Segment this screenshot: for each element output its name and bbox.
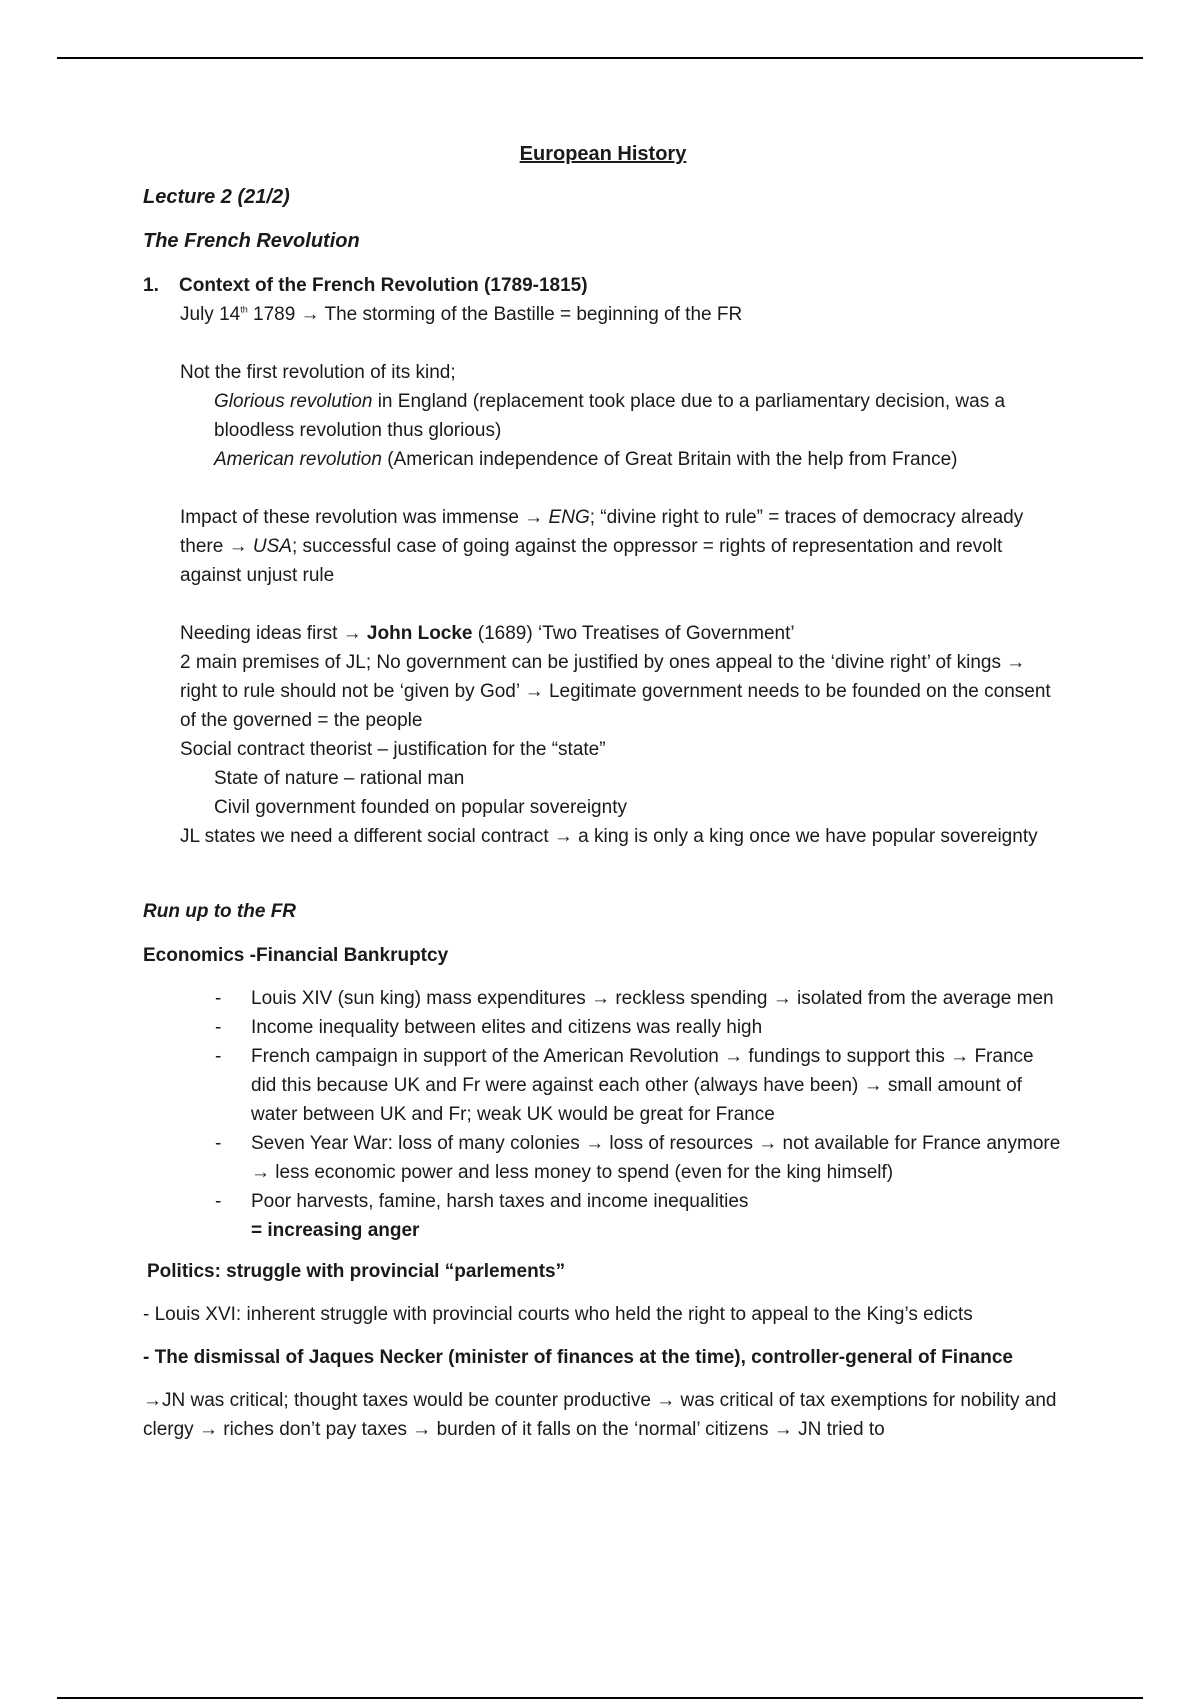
civil-government-line: Civil government founded on popular sovereignty <box>214 797 627 818</box>
bottom-rule <box>57 1697 1143 1699</box>
american-text: (American independence of Great Britain with the help from France) <box>381 449 958 470</box>
increasing-anger: = increasing anger <box>251 1220 420 1241</box>
glorious-revolution-line <box>143 387 1063 445</box>
section-heading <box>143 271 1063 300</box>
list-item: - Louis XIV (sun king) mass expenditures → reckless spending → isolated from the average men <box>215 984 1063 1013</box>
impact-text-b: ; “divine right to rule” = traces of democracy already there → <box>180 507 1024 557</box>
glorious-text: in England (replacement took place due to a parliamentary decision, was a bloodless revolution thus glorious) <box>214 391 1006 441</box>
louis-xvi-line: - Louis XVI: inherent struggle with provincial courts who held the right to appeal to the King’s edicts <box>143 1304 973 1325</box>
ideas-text-a: Needing ideas first → <box>180 623 367 644</box>
impact-usa: USA <box>252 536 292 557</box>
bastille-text: 1789 → The storming of the Bastille = beginning of the FR <box>247 304 743 325</box>
date-text: July 14 <box>180 304 241 325</box>
document-title: European History <box>519 143 687 165</box>
social-contract-line: Social contract theorist – justification for the “state” <box>180 739 606 760</box>
state-of-nature-line: State of nature – rational man <box>214 768 465 789</box>
impact-text-a: Impact of these revolution was immense → <box>180 507 549 528</box>
impact-paragraph <box>143 503 1063 590</box>
list-item: - Income inequality between elites and citizens was really high <box>215 1013 1063 1042</box>
topic-heading: The French Revolution <box>143 230 360 252</box>
john-locke: John Locke <box>366 623 473 644</box>
date-superscript: th <box>240 304 248 315</box>
document-body <box>143 140 1063 1458</box>
economics-list <box>143 984 1063 1216</box>
top-rule <box>57 57 1143 59</box>
not-first-line: Not the first revolution of its kind; <box>180 362 456 383</box>
run-up-heading: Run up to the FR <box>143 901 297 922</box>
impact-eng: ENG <box>548 507 590 528</box>
american-term: American revolution <box>214 449 382 470</box>
list-item: - French campaign in support of the American Revolution → fundings to support this → France did this because UK and Fr were against each other (always have been) → small amount of water between UK and Fr; weak UK would be great for France <box>215 1042 1063 1129</box>
american-revolution-line <box>143 445 1063 474</box>
premises-paragraph: 2 main premises of JL; No government can be justified by ones appeal to the ‘divine right’ of kings → right to rule should not be ‘given by God’ → Legitimate government needs to be founded on the consent of the governed = the people <box>180 652 1051 731</box>
necker-line: - The dismissal of Jaques Necker (minister of finances at the time), controller-general of Finance <box>143 1347 1014 1368</box>
list-item: - Poor harvests, famine, harsh taxes and income inequalities <box>215 1187 1063 1216</box>
section-title: Context of the French Revolution (1789-1815) <box>179 275 588 296</box>
economics-heading: Economics -Financial Bankruptcy <box>143 945 449 966</box>
lecture-heading: Lecture 2 (21/2) <box>143 186 290 208</box>
ideas-line <box>143 619 1063 648</box>
bastille-line <box>143 300 1063 329</box>
impact-text-c: ; successful case of going against the oppressor = rights of representation and revolt against unjust rule <box>180 536 1003 586</box>
jn-critical-paragraph: →JN was critical; thought taxes would be counter productive → was critical of tax exemptions for nobility and clergy → riches don’t pay taxes → burden of it falls on the ‘normal’ citizens → JN tried to <box>143 1390 1057 1440</box>
politics-heading: Politics: struggle with provincial “parlements” <box>147 1261 566 1282</box>
glorious-term: Glorious revolution <box>214 391 373 412</box>
ideas-text-b: (1689) ‘Two Treatises of Government’ <box>472 623 795 644</box>
list-item: - Seven Year War: loss of many colonies → loss of resources → not available for France anymore → less economic power and less money to spend (even for the king himself) <box>215 1129 1063 1187</box>
section-number: 1. <box>143 275 159 296</box>
jl-states-paragraph: JL states we need a different social contract → a king is only a king once we have popular sovereignty <box>180 826 1038 847</box>
